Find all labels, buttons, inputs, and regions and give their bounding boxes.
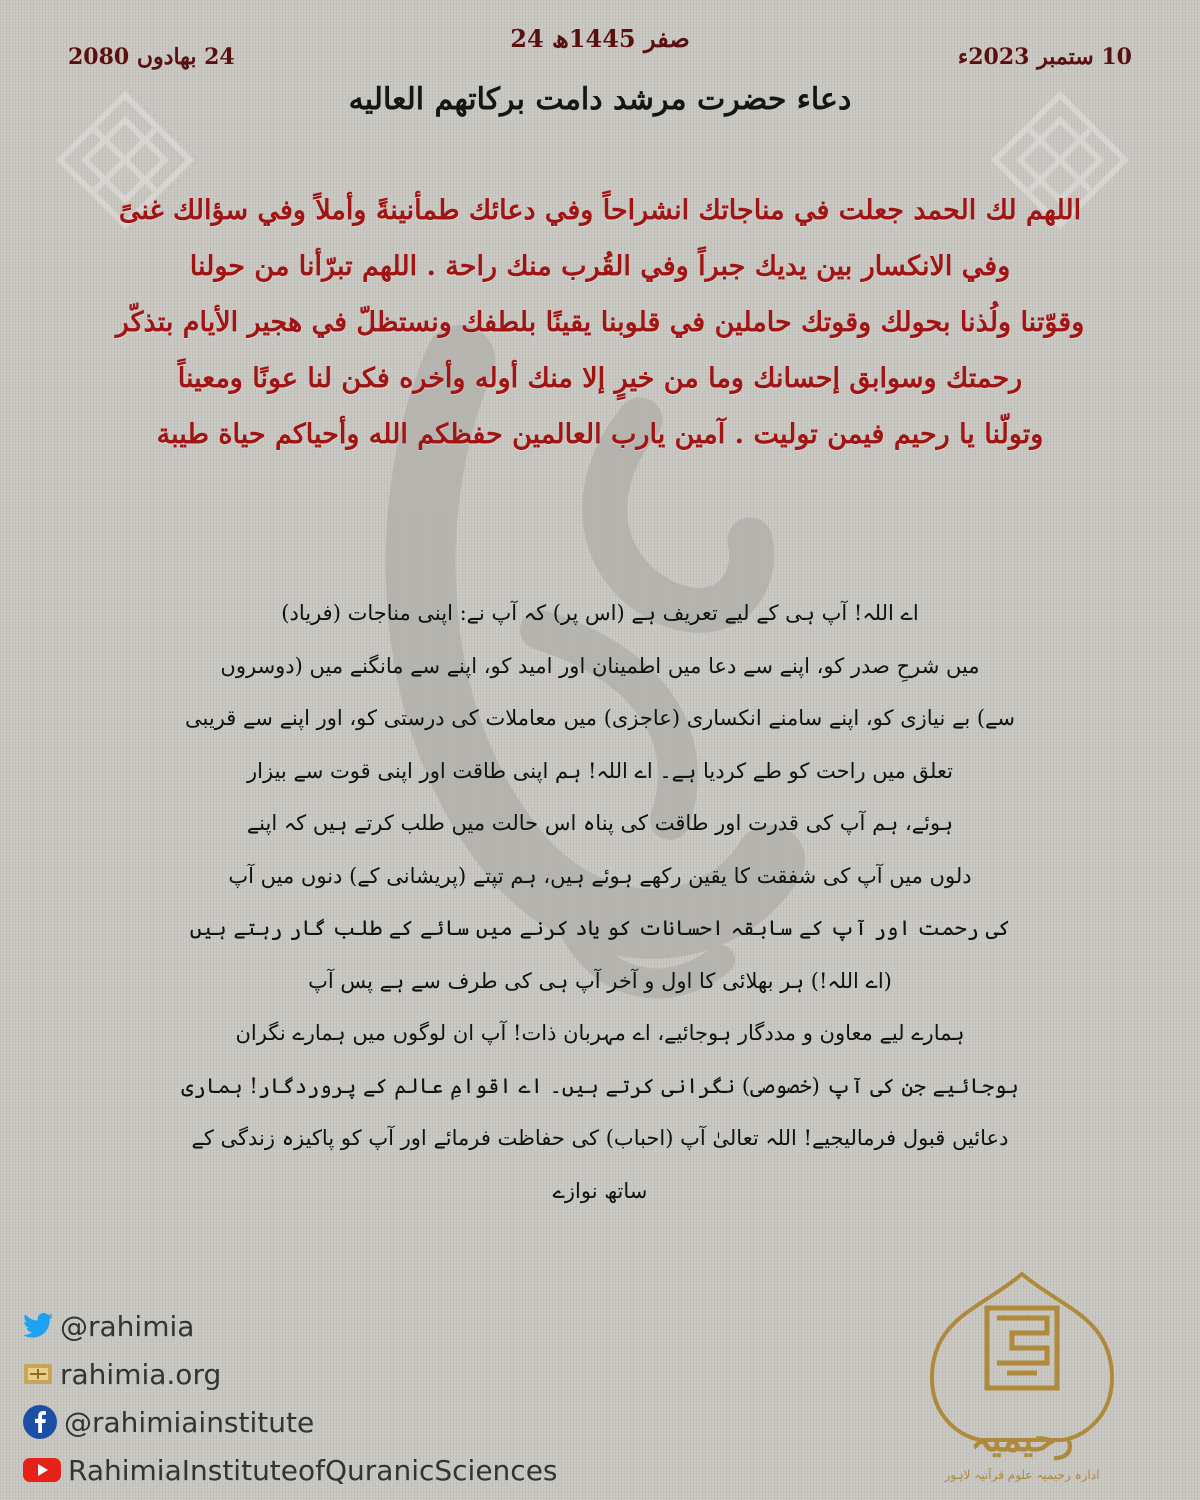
page-title: دعاء حضرت مرشد دامت برکاتهم العالیه: [348, 82, 852, 117]
urdu-line: ہوئے، ہم آپ کی قدرت اور طاقت کی پناہ اس حالت میں طلب کرتے ہیں کہ اپنے: [246, 811, 954, 835]
youtube-channel: RahimiaInstituteofQuranicSciences: [68, 1453, 558, 1487]
website-link[interactable]: [22, 1350, 558, 1398]
urdu-line: ہمارے لیے معاون و مددگار ہوجائیے، اے مہربان ذات! آپ ان لوگوں میں ہمارے نگران: [235, 1021, 965, 1045]
arabic-prayer: [95, 183, 1105, 463]
urdu-line: اے اللہ! آپ ہی کے لیے تعریف ہے (اس پر) کہ آپ نے: اپنی مناجات (فریاد): [281, 601, 919, 625]
urdu-line: ساتھ نوازے: [552, 1178, 648, 1203]
arabic-line: رحمتك وسوابق إحسانك وما من خيرٍ إلا منك أوله وأخره فكن لنا عونًا ومعيناً: [177, 363, 1023, 394]
bikrami-date: 24 بھادوں 2080: [68, 44, 235, 70]
urdu-line: میں شرحِ صدر کو، اپنے سے دعا میں اطمینان اور امید کو، اپنے سے مانگنے میں (دوسروں: [220, 653, 980, 678]
facebook-handle: @rahimiainstitute: [64, 1405, 315, 1439]
youtube-icon: [22, 1456, 62, 1484]
social-links: [22, 1302, 558, 1494]
arabic-line: وقوّتنا ولُذنا بحولك وقوتك حاملين في قلوبنا يقينًا بلطفك ونستظلّ في هجير الأيام بتذكّر: [115, 307, 1085, 338]
arabic-line: وفي الانكسار بين يديك جبراً وفي القُرب منك راحة . اللهم تبرّأنا من حولنا: [189, 251, 1011, 282]
twitter-icon: [22, 1312, 54, 1340]
urdu-line: (اے اللہ!) ہر بھلائی کا اول و آخر آپ ہی کی طرف سے ہے پس آپ: [308, 968, 892, 993]
arabic-line: وتولّنا يا رحيم فيمن توليت . آمين يارب العالمين حفظكم الله وأحياكم حياة طيبة: [156, 419, 1044, 450]
website-url: rahimia.org: [60, 1357, 222, 1391]
gregorian-date: 10 ستمبر 2023ء: [957, 44, 1132, 70]
youtube-link[interactable]: [22, 1446, 558, 1494]
arabic-line: اللهم لك الحمد جعلت في مناجاتك انشراحاً وفي دعائك طمأنينةً وأملاً وفي سؤالك غنىً: [118, 195, 1082, 226]
urdu-line: کی رحمت اور آپ کے سابقہ احسانات کو یاد کرنے میں سائے کے طلب گار رہتے ہیں: [189, 916, 1011, 940]
facebook-link[interactable]: [22, 1398, 558, 1446]
urdu-line: سے) بے نیازی کو، اپنے سامنے انکساری (عاجزی) میں معاملات کی درستی کو، اور اپنے سے قریبی: [185, 706, 1015, 730]
hijri-date: 24 صفر 1445ھ: [510, 24, 690, 53]
facebook-icon: [22, 1404, 58, 1440]
rahimia-logo: [912, 1268, 1132, 1488]
urdu-line: دعائیں قبول فرمالیجیے! اللہ تعالیٰ آپ (احباب) کی حفاظت فرمائے اور آپ کو پاکیزہ زندگی کے: [191, 1126, 1009, 1150]
logo-subtitle: ادارہ رحیمیہ علوم قرآنیہ لاہور: [944, 1468, 1100, 1482]
globe-icon: [22, 1361, 54, 1387]
urdu-translation: [150, 587, 1050, 1217]
urdu-line: تعلق میں راحت کو طے کردیا ہے۔ اے اللہ! ہم اپنی طاقت اور اپنی قوت سے بیزار: [247, 758, 953, 783]
logo-name: رحیمیہ: [970, 1418, 1074, 1460]
urdu-line: ہوجائیے جن کی آپ (خصوصی) نگرانی کرتے ہیں۔ اے اقوامِ عالم کے پروردگار! ہماری: [181, 1073, 1019, 1098]
twitter-link[interactable]: [22, 1302, 558, 1350]
urdu-line: دلوں میں آپ کی شفقت کا یقین رکھے ہوئے ہیں، ہم تپتے (پریشانی کے) دنوں میں آپ: [228, 863, 972, 888]
twitter-handle: @rahimia: [60, 1309, 195, 1343]
